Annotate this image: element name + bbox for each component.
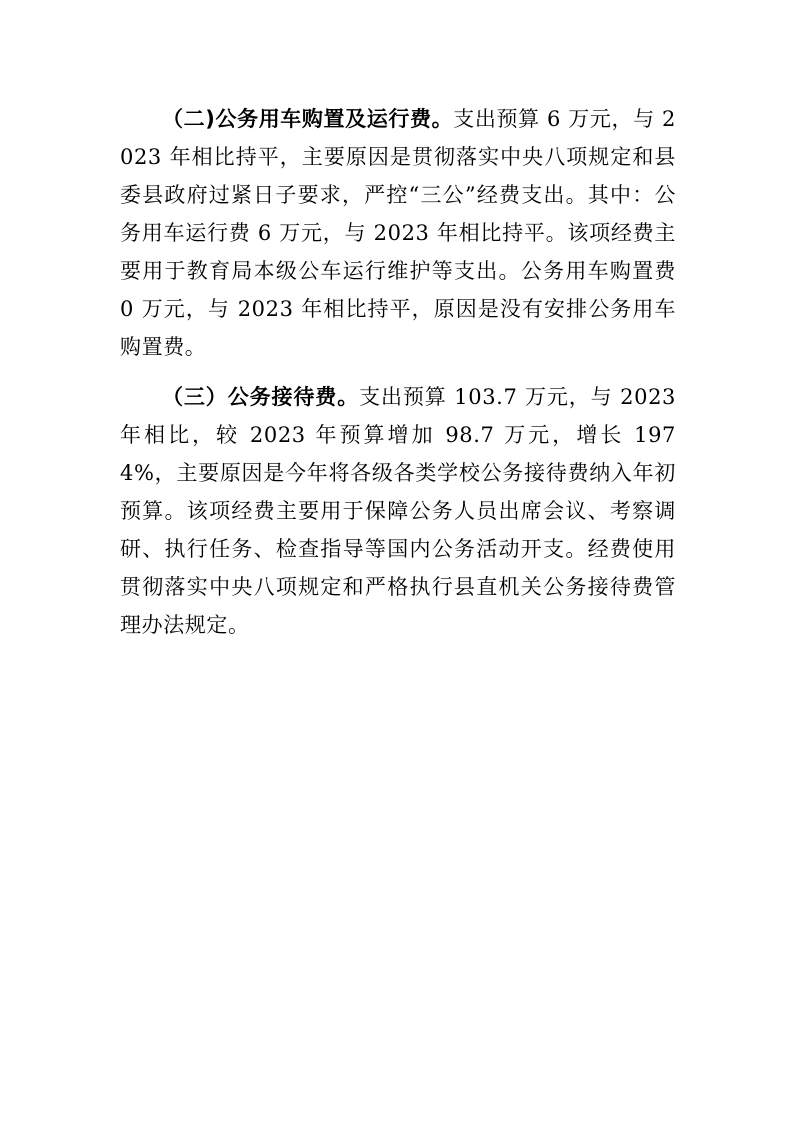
section-heading-vehicle-expenses: （二)公务用车购置及运行费。	[162, 107, 454, 131]
paragraph-vehicle-expenses	[120, 100, 676, 366]
section-heading-reception-expenses: （三）公务接待费。	[162, 385, 360, 409]
section-text-vehicle-expenses: 支出预算 6 万元，与 2023 年相比持平，主要原因是贯彻落实中央八项规定和县委县政府过紧日子要求，严控“三公”经费支出。其中：公务用车运行费 6 万元，与 2023 年相比持平。该项经费主要用于教育局本级公车运行维护等支出。公务用车购置费 0 万元，与 2023 年相比持平，原因是没有安排公务用车购置费。	[120, 107, 676, 359]
paragraph-reception-expenses	[120, 378, 676, 644]
document-body	[120, 100, 676, 656]
section-text-reception-expenses: 支出预算 103.7 万元，与 2023 年相比，较 2023 年预算增加 98.7 万元，增长 1974%，主要原因是今年将各级各类学校公务接待费纳入年初预算。该项经费主要用于保障公务人员出席会议、考察调研、执行任务、检查指导等国内公务活动开支。经费使用贯彻落实中央八项规定和严格执行县直机关公务接待费管理办法规定。	[120, 385, 676, 637]
